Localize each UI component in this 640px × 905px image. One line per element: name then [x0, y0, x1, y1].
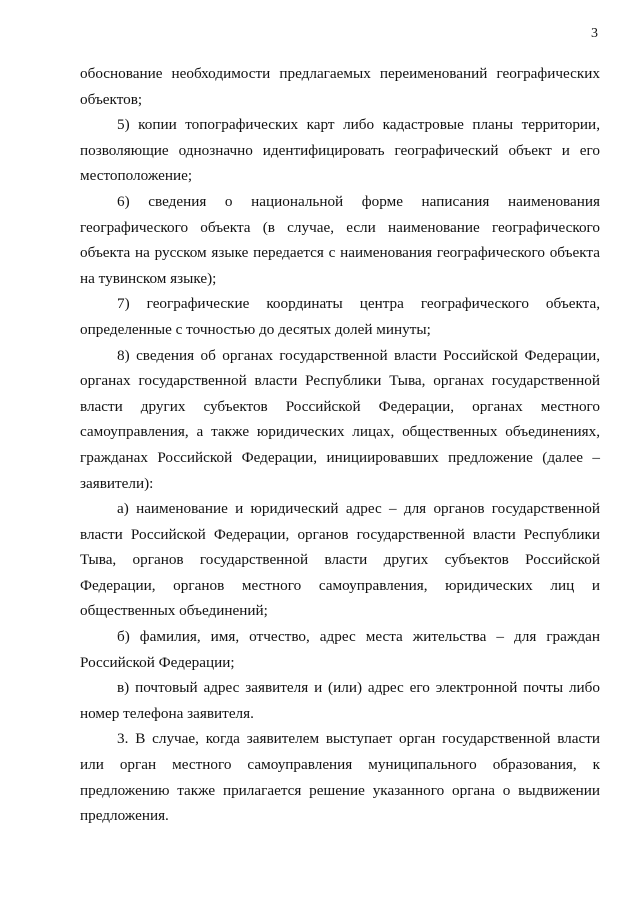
paragraph-subitem-b: б) фамилия, имя, отчество, адрес места жительства – для граждан Российской Федерации;	[80, 628, 600, 671]
paragraph-section-3: 3. В случае, когда заявителем выступает орган государственной власти или орган местного самоуправления муниципального образования, к предложению также прилагается решение указанного органа о выдвижении предложения.	[80, 730, 600, 825]
paragraph-subitem-a: а) наименование и юридический адрес – для органов государственной власти Российской Федерации, органов государственной власти Республики Тыва, органов государственной власти других субъектов Российской Федерации, органов местного самоуправления, юридических лиц и общественных объединений;	[80, 500, 600, 620]
paragraph-justification-continued: обоснование необходимости предлагаемых переименований географических объектов;	[80, 65, 600, 108]
paragraph-item-7-coordinates: 7) географические координаты центра географического объекта, определенные с точностью до десятых долей минуты;	[80, 295, 600, 338]
paragraph-item-6-national-form: 6) сведения о национальной форме написания наименования географического объекта (в случае, если наименование географического объекта на русском языке передается с наименования географического объекта на тувинском языке);	[80, 192, 600, 287]
paragraph-item-5-maps: 5) копии топографических карт либо кадастровые планы территории, позволяющие однозначно идентифицировать географический объект и его местоположение;	[80, 116, 600, 185]
document-body	[80, 61, 600, 829]
page-number: 3	[591, 26, 598, 41]
paragraph-item-8-applicants: 8) сведения об органах государственной власти Российской Федерации, органах государственной власти Республики Тыва, органах государственной власти других субъектов Российской Федерации, органах местного самоуправления, а также юридических лицах, общественных объединениях, гражданах Российской Федерации, инициировавших предложение (далее – заявители):	[80, 346, 600, 492]
paragraph-subitem-v: в) почтовый адрес заявителя и (или) адрес его электронной почты либо номер телефона заявителя.	[80, 679, 600, 722]
